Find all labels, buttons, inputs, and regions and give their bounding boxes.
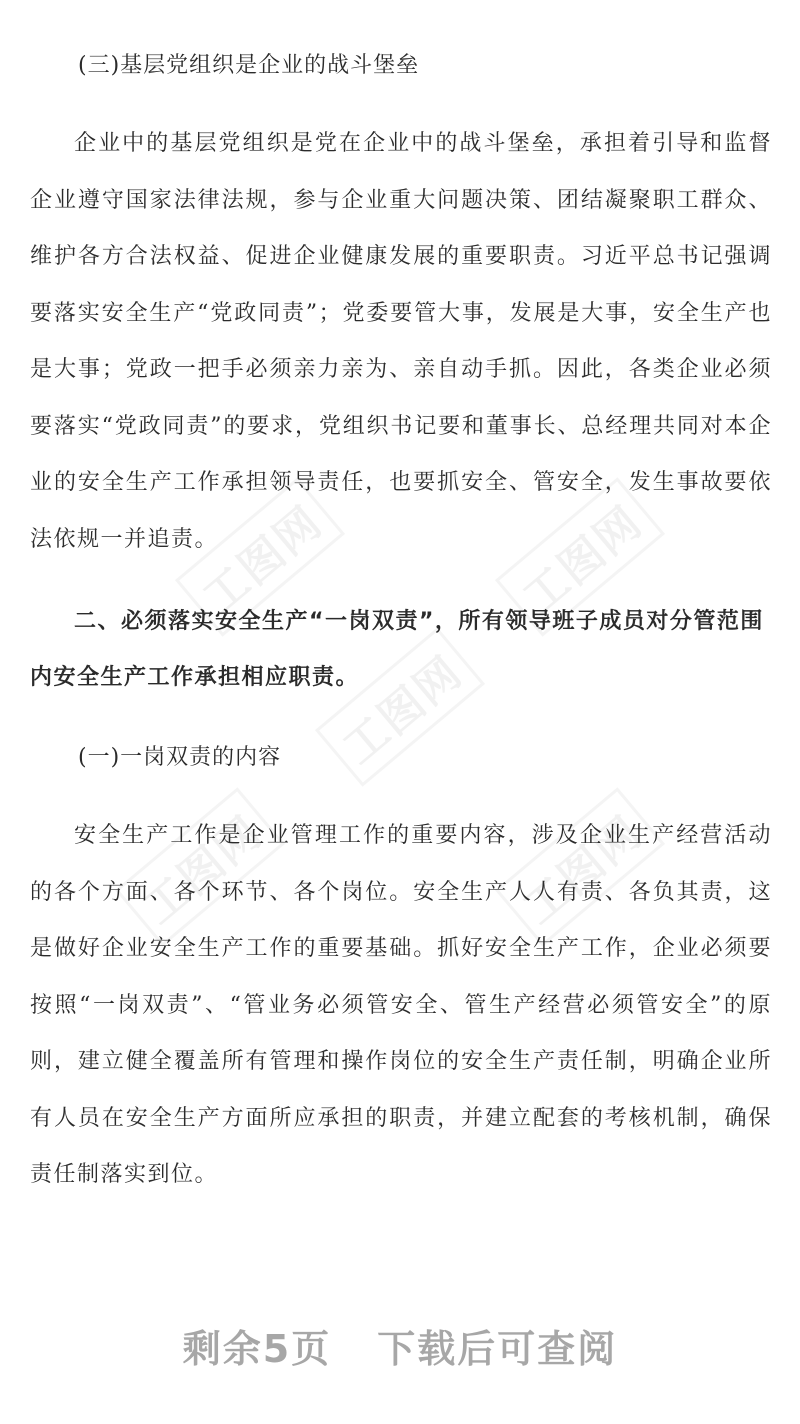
- watermark: 工图网: [175, 477, 345, 637]
- body-paragraph: 安全生产工作是企业管理工作的重要内容，涉及企业生产经营活动的各个方面、各个环节、各个岗位。安全生产人人有责、各负其责，这是做好企业安全生产工作的重要基础。抓好安全生产工作，企业必须要按照“一岗双责”、“管业务必须管安全、管生产经营必须管安全”的原则，建立健全覆盖所有管理和操作岗位的安全生产责任制，明确企业所有人员在安全生产方面所应承担的职责，并建立配套的考核机制，确保责任制落实到位。: [30, 823, 772, 1187]
- watermark: 工图网: [315, 627, 485, 787]
- watermark: 工图网: [495, 477, 665, 637]
- section-heading: (三)基层党组织是企业的战斗堡垒: [78, 53, 420, 78]
- section-heading: (一)一岗双责的内容: [78, 745, 282, 770]
- watermark: 工图网: [495, 787, 665, 947]
- body-paragraph: 企业中的基层党组织是党在企业中的战斗堡垒，承担着引导和监督企业遵守国家法律法规，参与企业重大问题决策、团结凝聚职工群众、维护各方合法权益、促进企业健康发展的重要职责。习近平总书记强调要落实安全生产“党政同责”；党委要管大事，发展是大事，安全生产也是大事；党政一把手必须亲力亲为、亲自动手抓。因此，各类企业必须要落实“党政同责”的要求，党组织书记要和董事长、总经理共同对本企业的安全生产工作承担领导责任，也要抓安全、管安全，发生事故要依法依规一并追责。: [30, 131, 772, 552]
- download-prompt[interactable]: [0, 1318, 800, 1373]
- download-hint-label: 下载后可查阅: [377, 1327, 618, 1371]
- part-heading: 二、必须落实安全生产“一岗双责”，所有领导班子成员对分管范围内安全生产工作承担相应职责。: [30, 609, 764, 690]
- remaining-pages-label: 剩余5页: [182, 1327, 332, 1371]
- watermark: 工图网: [115, 787, 285, 947]
